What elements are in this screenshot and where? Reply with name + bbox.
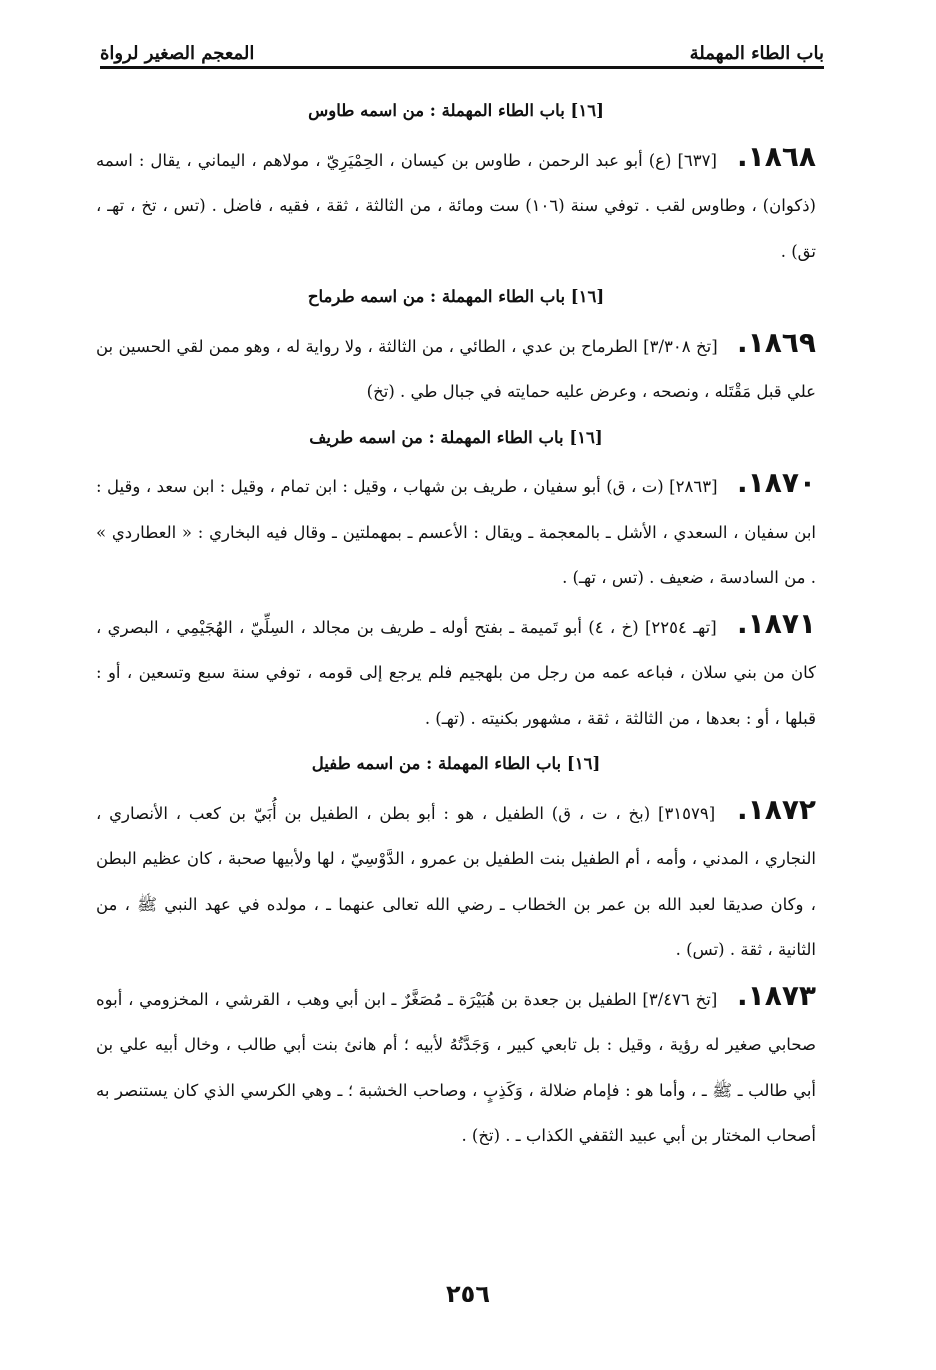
entry-text: [تهـ ٢٢٥٤] (خ ، ٤) أبو تَميمة ـ بفتح أوله ـ طريف بن مجالد ، السِلِّيّ ، الهُجَيْمِي ، البصري ، كان من بني سلان ، فباعه عمه من رجل من بلهجيم فلم يرجع إلى قومه ، توفي سنة سبع وتسعين ، أو : قبلها ، أو : بعدها ، من الثالثة ، ثقة ، مشهور بكنيته . (تهـ) . <box>96 617 816 728</box>
entry-number: ١٨٦٨. <box>737 139 816 173</box>
entry-text: [تخ ٣/٣٠٨] الطرماح بن عدي ، الطائي ، من الثالثة ، ولا رواية له ، وهو ممن لقي الحسين بن علي قبل مَقْتَله ، ونصحه ، وعرض عليه حمايته في جبال طي . (تخ) <box>96 336 816 401</box>
entry <box>96 973 816 1159</box>
section-heading: [١٦] باب الطاء المهملة : من اسمه طريف <box>309 427 603 447</box>
section-heading: [١٦] باب الطاء المهملة : من اسمه طاوس <box>308 101 604 120</box>
entry <box>96 601 816 742</box>
header-chapter-title: باب الطاء المهملة <box>689 43 824 64</box>
header-book-title: المعجم الصغير لرواة <box>100 43 255 64</box>
entry <box>96 320 816 415</box>
entry-text: [٢٨٦٣] (ت ، ق) أبو سفيان ، طريف بن شهاب ، وقيل : ابن تمام ، وقيل : ابن سعد ، وقيل : ابن سفيان ، السعدي ، الأشل ـ بالمعجمة ـ ويقال : الأعسم ـ بمهملتين ـ وقال فيه البخاري : « العطاردي » . من السادسة ، ضعيف . (تس ، تهـ) . <box>96 477 816 587</box>
entry-text: [تخ ٣/٤٧٦] الطفيل بن جعدة بن هُبَيْرَة ـ مُصَغَّرٌ ـ ابن أبي وهب ، القرشي ، المخزومي ، أبوه صحابي صغير له رؤية ، وقيل : بل تابعي كبير ، وَجَدَّتُهُ لأبيه ؛ أم هانئ بنت أبي طالب ، وخال أبيه علي بن أبي طالب ـ ﷺ ـ ، وأما هو : فإمام ضلالة ، وَكَذِبٍ ، وصاحب الخشبة ؛ ـ وهي الكرسي الذي كان يستنصر به أصحاب المختار بن أبي عبيد الثقفي الكذاب ـ . (تخ) . <box>96 989 816 1145</box>
entry-number: ١٨٦٩. <box>736 325 816 359</box>
entry-number: ١٨٧٢. <box>737 792 817 826</box>
header-rule <box>100 66 824 69</box>
section-heading: [١٦] باب الطاء المهملة : من اسمه طرماح <box>307 287 605 306</box>
entry-number: ١٨٧٠. <box>737 466 816 499</box>
entry-text: [٦٣٧] (ع) أبو عبد الرحمن ، طاوس بن كيسان ، الحِمْيَرِيّ ، مولاهم ، اليماني ، يقال : اسمه (ذكوان) ، وطاوس لقب . توفي سنة (١٠٦) ست ومائة ، من الثالثة ، ثقة ، فقيه ، فاضل . (تس ، تخ ، تهـ ، تق) . <box>96 150 816 261</box>
entry-number: ١٨٧٣. <box>737 978 816 1012</box>
page-number: ٢٥٦ <box>446 1280 490 1308</box>
entry-number: ١٨٧١. <box>737 606 816 640</box>
entry <box>96 787 816 973</box>
entry <box>96 134 816 275</box>
entry-text: [٣١٥٧٩] (بخ ، ت ، ق) الطفيل ، هو : أبو بطن ، الطفيل بن أُبَيّ بن كعب ، الأنصاري ، النجاري ، المدني ، وأمه ، أم الطفيل بنت الطفيل بن عمرو ، الدَّوْسِيّ ، لها ولأبيها صحبة ، كان عظيم البطن ، وكان صديقا لعبد الله بن عمر بن الخطاب ـ رضي الله تعالى عنهما ـ ، مولده في عهد النبي ﷺ ، من الثانية ، ثقة . (تس) . <box>96 803 816 959</box>
section-heading: [١٦] باب الطاء المهملة : من اسمه طفيل <box>311 754 601 773</box>
running-header <box>100 32 824 64</box>
page-body <box>96 88 816 1159</box>
entry <box>96 460 816 601</box>
